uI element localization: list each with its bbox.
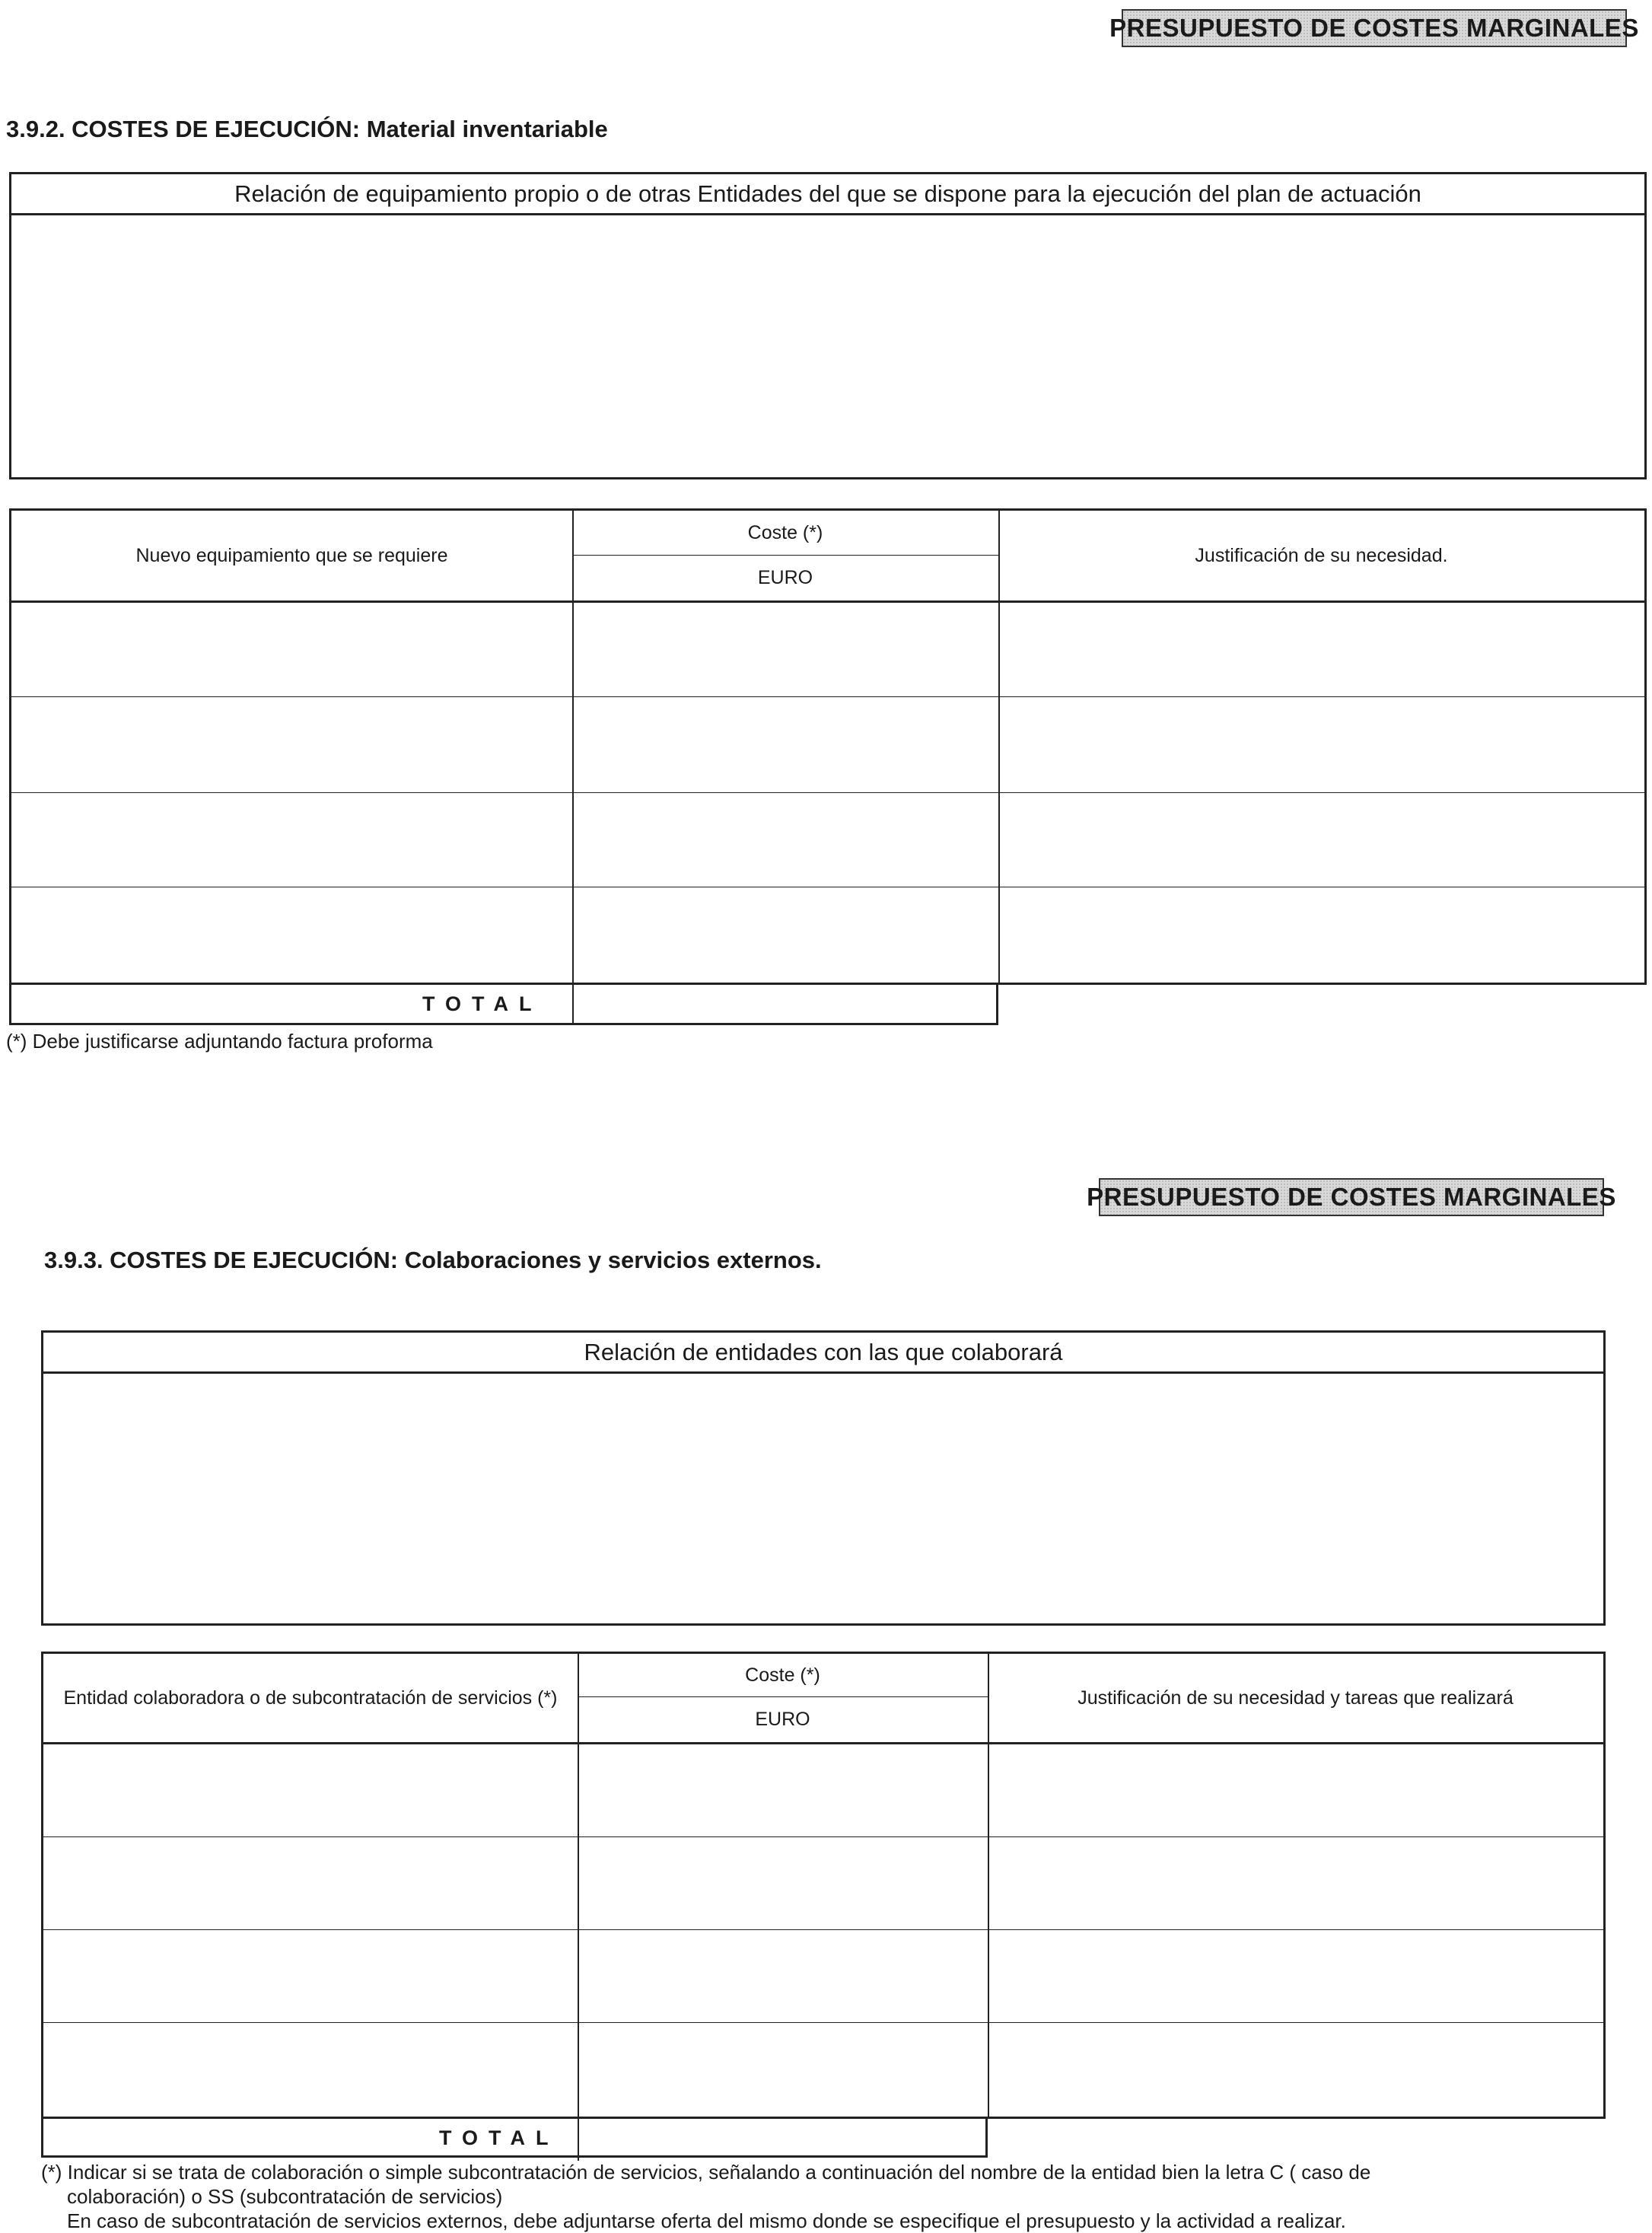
col-entity-header: Entidad colaboradora o de subcontratación de servicios (*) bbox=[63, 1687, 558, 1709]
relation-header: Relación de entidades con las que colaborará bbox=[43, 1333, 1603, 1374]
table-row[interactable] bbox=[43, 2024, 1603, 2117]
total-value-cell[interactable] bbox=[572, 985, 996, 1023]
col-equipment-header: Nuevo equipamiento que se requiere bbox=[135, 544, 448, 566]
col-cost-currency: EURO bbox=[755, 1708, 810, 1730]
equipment-relation-box bbox=[9, 172, 1647, 479]
table-row[interactable] bbox=[43, 1744, 1603, 1836]
total-value-cell[interactable] bbox=[578, 2119, 985, 2155]
col-cost-header: Coste (*) bbox=[747, 521, 823, 543]
total-row bbox=[41, 2117, 988, 2158]
total-label: TOTAL bbox=[422, 992, 543, 1015]
table-row[interactable] bbox=[11, 888, 1644, 983]
col-justification-header: Justificación de su necesidad. bbox=[1195, 544, 1448, 566]
services-table bbox=[41, 1652, 1606, 2119]
col-justification-header: Justificación de su necesidad y tareas que realizará bbox=[1077, 1687, 1514, 1709]
col-cost-currency: EURO bbox=[757, 566, 813, 588]
table-row[interactable] bbox=[11, 794, 1644, 887]
footnote-line: colaboración) o SS (subcontratación de servicios) bbox=[67, 2185, 503, 2208]
section-title: 3.9.2. COSTES DE EJECUCIÓN: Material inventariable bbox=[6, 116, 608, 142]
section-title: 3.9.3. COSTES DE EJECUCIÓN: Colaboraciones y servicios externos. bbox=[44, 1247, 822, 1273]
total-row bbox=[9, 983, 998, 1025]
relation-text-area[interactable] bbox=[11, 215, 1644, 477]
table-row[interactable] bbox=[43, 1838, 1603, 1929]
equipment-table bbox=[9, 508, 1647, 985]
table-row[interactable] bbox=[11, 698, 1644, 792]
budget-badge: PRESUPUESTO DE COSTES MARGINALES bbox=[1122, 9, 1627, 47]
relation-text-area[interactable] bbox=[43, 1374, 1603, 1623]
budget-badge: PRESUPUESTO DE COSTES MARGINALES bbox=[1099, 1178, 1604, 1216]
footnote-line: (*) Indicar si se trata de colaboración o simple subcontratación de servicios, señalando a continuación del nombre de la entidad bien la letra C ( caso de bbox=[41, 2161, 1371, 2184]
entities-relation-box bbox=[41, 1330, 1606, 1626]
table-row[interactable] bbox=[43, 1931, 1603, 2022]
col-cost-header: Coste (*) bbox=[745, 1664, 820, 1686]
table-row[interactable] bbox=[11, 602, 1644, 696]
footnote bbox=[41, 2160, 1609, 2233]
footnote: (*) Debe justificarse adjuntando factura proforma bbox=[6, 1030, 433, 1053]
relation-header: Relación de equipamiento propio o de otras Entidades del que se dispone para la ejecución del plan de actuación bbox=[11, 174, 1644, 215]
footnote-line: En caso de subcontratación de servicios externos, debe adjuntarse oferta del mismo donde se especifique el presupuesto y la actividad a realizar. bbox=[67, 2209, 1346, 2232]
total-label: TOTAL bbox=[439, 2126, 559, 2149]
